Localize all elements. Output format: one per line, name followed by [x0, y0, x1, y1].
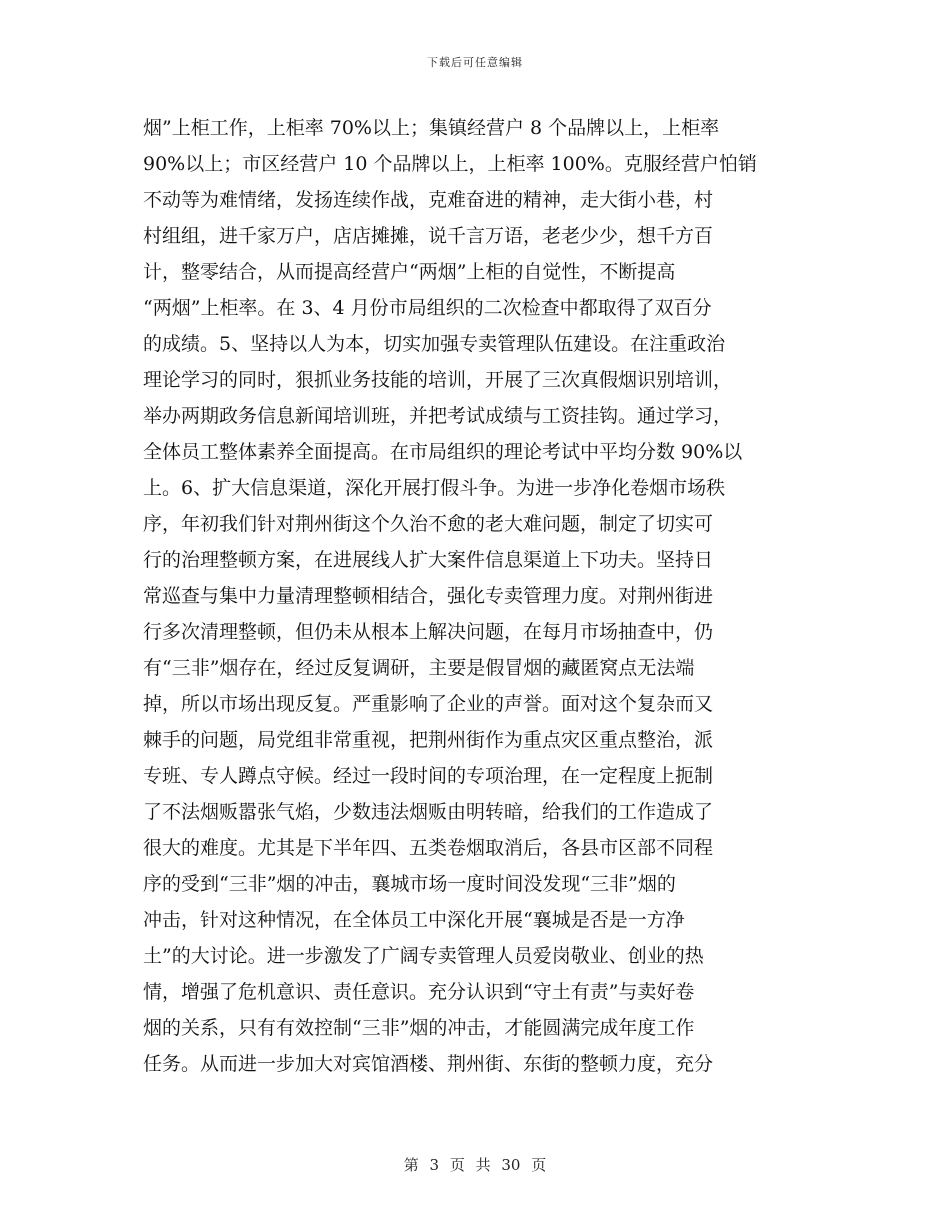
text-line: 很大的难度。尤其是下半年四、五类卷烟取消后，各县市区部不同程	[143, 837, 714, 859]
text-line: 情，增强了危机意识、责任意识。充分认识到“守土有责”与卖好卷	[143, 981, 695, 1003]
text-line: 上。6、扩大信息渠道，深化开展打假斗争。为进一步净化卷烟市场秩	[143, 477, 726, 499]
text-line: 行的治理整顿方案，在进展线人扩大案件信息渠道上下功夫。坚持日	[143, 549, 714, 571]
text-line: 有“三非”烟存在，经过反复调研，主要是假冒烟的藏匿窝点无法端	[143, 657, 695, 679]
page-number-footer: 第 3 页 共 30 页	[403, 1156, 547, 1174]
text-line: 掉，所以市场出现反复。严重影响了企业的声誉。面对这个复杂而又	[143, 693, 714, 715]
text-line: 烟”上柜工作，上柜率 70%以上；集镇经营户 8 个品牌以上，上柜率	[143, 117, 720, 139]
text-line: 棘手的问题，局党组非常重视，把荆州街作为重点灾区重点整治，派	[143, 729, 714, 751]
text-line: 专班、专人蹲点守候。经过一段时间的专项治理，在一定程度上扼制	[143, 765, 714, 787]
document-body	[143, 110, 807, 1082]
page-header-note: 下载后可任意编辑	[427, 56, 523, 69]
text-line: 计，整零结合，从而提高经营户“两烟”上柜的自觉性，不断提高	[143, 261, 676, 283]
text-line: 行多次清理整顿，但仍未从根本上解决问题，在每月市场抽查中，仍	[143, 621, 714, 643]
text-line: 不动等为难情绪，发扬连续作战，克难奋进的精神，走大街小巷，村	[143, 189, 714, 211]
text-line: 90%以上；市区经营户 10 个品牌以上，上柜率 100%。克服经营户怕销	[143, 153, 757, 175]
text-line: 土”的大讨论。进一步激发了广阔专卖管理人员爱岗敬业、创业的热	[143, 945, 704, 967]
text-line: 冲击，针对这种情况，在全体员工中深化开展“襄城是否是一方净	[143, 909, 685, 931]
text-line: “两烟”上柜率。在 3、4 月份市局组织的二次检查中都取得了双百分	[143, 297, 712, 319]
text-line: 的成绩。5、坚持以人为本，切实加强专卖管理队伍建设。在注重政治	[143, 333, 726, 355]
text-line: 序的受到“三非”烟的冲击，襄城市场一度时间没发现“三非”烟的	[143, 873, 676, 895]
text-line: 举办两期政务信息新闻培训班，并把考试成绩与工资挂钩。通过学习，	[143, 405, 733, 427]
text-line: 了不法烟贩嚣张气焰，少数违法烟贩由明转暗，给我们的工作造成了	[143, 801, 714, 823]
text-line: 任务。从而进一步加大对宾馆酒楼、荆州街、东街的整顿力度，充分	[143, 1053, 714, 1075]
text-line: 全体员工整体素养全面提高。在市局组织的理论考试中平均分数 90%以	[143, 441, 743, 463]
text-line: 烟的关系，只有有效控制“三非”烟的冲击，才能圆满完成年度工作	[143, 1017, 695, 1039]
text-line: 常巡查与集中力量清理整顿相结合，强化专卖管理力度。对荆州街进	[143, 585, 714, 607]
text-line: 村组组，进千家万户，店店摊摊，说千言万语，老老少少，想千方百	[143, 225, 714, 247]
text-line: 理论学习的同时，狠抓业务技能的培训，开展了三次真假烟识别培训，	[143, 369, 733, 391]
text-line: 序，年初我们针对荆州街这个久治不愈的老大难问题，制定了切实可	[143, 513, 714, 535]
